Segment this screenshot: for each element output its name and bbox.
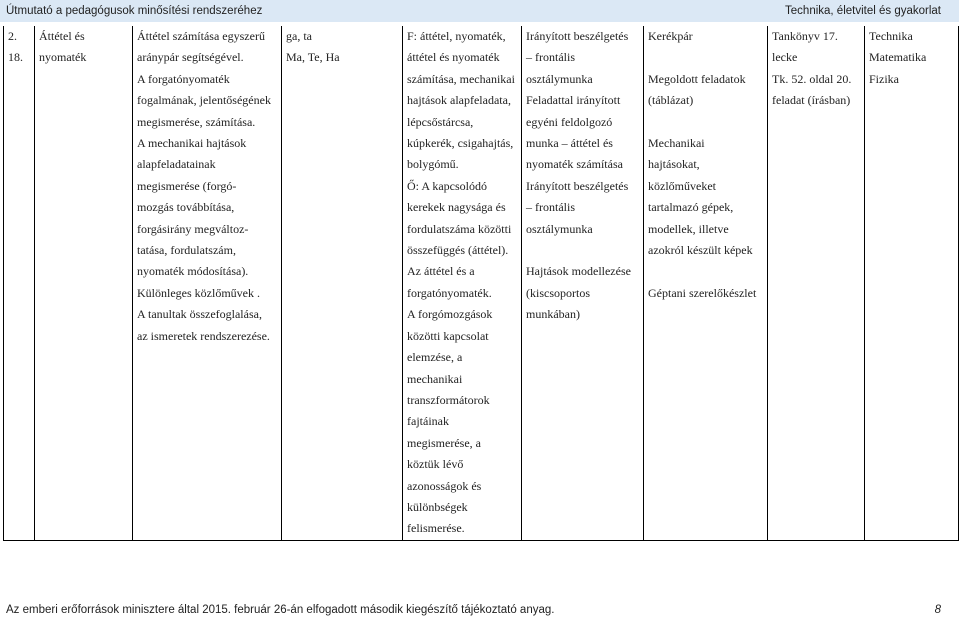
cell-number (4, 390, 35, 411)
table-row (4, 497, 959, 518)
cell-competencies (282, 304, 403, 325)
cell-competencies (282, 283, 403, 304)
cell-connections (865, 390, 959, 411)
cell-concepts: összefüggés (áttétel). (403, 240, 522, 261)
cell-connections (865, 197, 959, 218)
cell-task (768, 411, 865, 432)
table-row (4, 283, 959, 304)
cell-number: 18. (4, 47, 35, 68)
cell-content: aránypár segítségével. (133, 47, 282, 68)
cell-connections (865, 369, 959, 390)
table-row (4, 433, 959, 454)
cell-content: az ismeretek rendszerezése. (133, 326, 282, 347)
cell-connections (865, 219, 959, 240)
cell-topic (35, 476, 133, 497)
cell-concepts: áttétel és nyomaték (403, 47, 522, 68)
cell-number (4, 112, 35, 133)
cell-competencies (282, 176, 403, 197)
lesson-plan-table (3, 26, 959, 541)
table-row (4, 112, 959, 133)
table-row (4, 411, 959, 432)
cell-competencies (282, 390, 403, 411)
cell-content: A tanultak összefoglalása, (133, 304, 282, 325)
cell-competencies (282, 261, 403, 282)
cell-content: megismerése, számítása. (133, 112, 282, 133)
cell-concepts: fajtáinak (403, 411, 522, 432)
cell-connections (865, 326, 959, 347)
cell-content: fogalmának, jelentőségének (133, 90, 282, 111)
cell-number (4, 304, 35, 325)
cell-topic (35, 411, 133, 432)
cell-number (4, 433, 35, 454)
cell-number (4, 219, 35, 240)
cell-methods: osztálymunka (522, 69, 644, 90)
page-number: 8 (934, 604, 941, 616)
cell-connections: Technika (865, 26, 959, 47)
cell-concepts: azonosságok és (403, 476, 522, 497)
table-row (4, 390, 959, 411)
cell-tools (644, 261, 768, 282)
cell-competencies (282, 433, 403, 454)
cell-tools: modellek, illetve (644, 219, 768, 240)
cell-number (4, 476, 35, 497)
cell-methods (522, 518, 644, 540)
cell-competencies (282, 454, 403, 475)
cell-content (133, 411, 282, 432)
cell-tools (644, 476, 768, 497)
table-row (4, 261, 959, 282)
cell-content: alapfeladatainak (133, 154, 282, 175)
cell-topic (35, 518, 133, 540)
cell-topic (35, 112, 133, 133)
cell-number (4, 283, 35, 304)
table-row (4, 454, 959, 475)
cell-number (4, 411, 35, 432)
cell-connections (865, 476, 959, 497)
cell-number (4, 154, 35, 175)
cell-topic: Áttétel és (35, 26, 133, 47)
table-row (4, 90, 959, 111)
cell-number (4, 261, 35, 282)
cell-task: Tankönyv 17. (768, 26, 865, 47)
table-row (4, 369, 959, 390)
cell-tools (644, 390, 768, 411)
cell-tools (644, 518, 768, 540)
header-subject: Technika, életvitel és gyakorlat (785, 5, 941, 17)
table-row (4, 326, 959, 347)
cell-task (768, 197, 865, 218)
cell-content: Különleges közlőművek . (133, 283, 282, 304)
cell-task (768, 240, 865, 261)
cell-task (768, 454, 865, 475)
cell-task (768, 476, 865, 497)
cell-concepts: forgatónyomaték. (403, 283, 522, 304)
cell-content (133, 347, 282, 368)
cell-task (768, 261, 865, 282)
cell-concepts: köztük lévő (403, 454, 522, 475)
cell-number (4, 240, 35, 261)
cell-methods (522, 390, 644, 411)
cell-tools (644, 411, 768, 432)
cell-content: forgásirány megváltoz- (133, 219, 282, 240)
cell-topic (35, 154, 133, 175)
cell-connections (865, 411, 959, 432)
cell-number (4, 133, 35, 154)
cell-number (4, 176, 35, 197)
cell-methods: munka – áttétel és (522, 133, 644, 154)
cell-concepts: Az áttétel és a (403, 261, 522, 282)
cell-connections (865, 240, 959, 261)
cell-methods: Feladattal irányított (522, 90, 644, 111)
cell-task (768, 283, 865, 304)
cell-task (768, 176, 865, 197)
cell-connections: Matematika (865, 47, 959, 68)
table-row (4, 240, 959, 261)
cell-topic (35, 347, 133, 368)
cell-task (768, 304, 865, 325)
cell-concepts: transzformátorok (403, 390, 522, 411)
cell-tools: hajtásokat, (644, 154, 768, 175)
cell-number (4, 497, 35, 518)
cell-number (4, 454, 35, 475)
table-row (4, 197, 959, 218)
cell-concepts: mechanikai (403, 369, 522, 390)
cell-competencies (282, 518, 403, 540)
cell-number (4, 69, 35, 90)
table-row (4, 133, 959, 154)
cell-connections (865, 133, 959, 154)
cell-number (4, 326, 35, 347)
cell-content (133, 390, 282, 411)
cell-tools (644, 369, 768, 390)
cell-competencies (282, 154, 403, 175)
cell-content: A mechanikai hajtások (133, 133, 282, 154)
cell-methods (522, 240, 644, 261)
cell-number (4, 347, 35, 368)
cell-connections (865, 261, 959, 282)
cell-content: Áttétel számítása egyszerű (133, 26, 282, 47)
cell-competencies (282, 476, 403, 497)
cell-methods: – frontális (522, 197, 644, 218)
cell-methods: munkában) (522, 304, 644, 325)
cell-concepts: közötti kapcsolat (403, 326, 522, 347)
cell-content: A forgatónyomaték (133, 69, 282, 90)
cell-topic (35, 176, 133, 197)
cell-methods: egyéni feldolgozó (522, 112, 644, 133)
cell-topic (35, 454, 133, 475)
cell-connections (865, 283, 959, 304)
cell-content (133, 497, 282, 518)
cell-methods (522, 326, 644, 347)
cell-task (768, 133, 865, 154)
cell-connections (865, 154, 959, 175)
cell-competencies (282, 347, 403, 368)
cell-connections (865, 347, 959, 368)
cell-task: lecke (768, 47, 865, 68)
cell-methods: (kiscsoportos (522, 283, 644, 304)
cell-methods (522, 497, 644, 518)
cell-content (133, 476, 282, 497)
cell-competencies (282, 133, 403, 154)
cell-competencies (282, 197, 403, 218)
cell-competencies (282, 112, 403, 133)
cell-methods (522, 347, 644, 368)
table-row (4, 347, 959, 368)
cell-content (133, 454, 282, 475)
table-row (4, 304, 959, 325)
cell-connections (865, 497, 959, 518)
cell-concepts: A forgómozgások (403, 304, 522, 325)
cell-task (768, 369, 865, 390)
cell-connections: Fizika (865, 69, 959, 90)
cell-methods: – frontális (522, 47, 644, 68)
footer-note: Az emberi erőforrások minisztere által 2015. február 26-án elfogadott második kiegészítő tájékoztató anyag. (6, 604, 555, 616)
cell-tools: azokról készült képek (644, 240, 768, 261)
cell-tools (644, 454, 768, 475)
cell-tools: Géptani szerelőkészlet (644, 283, 768, 304)
cell-methods: Irányított beszélgetés (522, 26, 644, 47)
cell-content: tatása, fordulatszám, (133, 240, 282, 261)
cell-tools: Megoldott feladatok (644, 69, 768, 90)
cell-connections (865, 304, 959, 325)
cell-number: 2. (4, 26, 35, 47)
cell-competencies (282, 240, 403, 261)
cell-concepts: különbségek (403, 497, 522, 518)
table-row (4, 176, 959, 197)
header-title: Útmutató a pedagógusok minősítési rendszeréhez (6, 5, 263, 17)
cell-concepts: kerekek nagysága és (403, 197, 522, 218)
cell-methods: Hajtások modellezése (522, 261, 644, 282)
page-footer (0, 604, 959, 619)
table-row (4, 219, 959, 240)
cell-competencies (282, 90, 403, 111)
cell-topic (35, 133, 133, 154)
page-header (0, 0, 959, 22)
cell-competencies (282, 326, 403, 347)
cell-competencies (282, 369, 403, 390)
cell-connections (865, 518, 959, 540)
cell-connections (865, 90, 959, 111)
cell-concepts: lépcsőstárcsa, (403, 112, 522, 133)
cell-content (133, 518, 282, 540)
cell-methods (522, 476, 644, 497)
cell-task: feladat (írásban) (768, 90, 865, 111)
cell-competencies: ga, ta (282, 26, 403, 47)
cell-methods: Irányított beszélgetés (522, 176, 644, 197)
cell-tools (644, 47, 768, 68)
cell-number (4, 90, 35, 111)
cell-topic (35, 197, 133, 218)
cell-concepts: elemzése, a (403, 347, 522, 368)
cell-task (768, 497, 865, 518)
cell-task (768, 390, 865, 411)
cell-connections (865, 112, 959, 133)
cell-topic (35, 283, 133, 304)
cell-topic (35, 261, 133, 282)
table-body (4, 26, 959, 540)
cell-concepts: számítása, mechanikai (403, 69, 522, 90)
cell-content: nyomaték módosítása). (133, 261, 282, 282)
cell-task: Tk. 52. oldal 20. (768, 69, 865, 90)
cell-tools: Mechanikai (644, 133, 768, 154)
cell-topic (35, 304, 133, 325)
cell-topic: nyomaték (35, 47, 133, 68)
cell-concepts: F: áttétel, nyomaték, (403, 26, 522, 47)
cell-topic (35, 90, 133, 111)
cell-tools (644, 326, 768, 347)
table-row (4, 518, 959, 540)
cell-task (768, 433, 865, 454)
cell-tools: (táblázat) (644, 90, 768, 111)
cell-task (768, 219, 865, 240)
cell-content (133, 433, 282, 454)
cell-content (133, 369, 282, 390)
cell-methods (522, 454, 644, 475)
cell-competencies (282, 69, 403, 90)
cell-concepts: hajtások alapfeladata, (403, 90, 522, 111)
cell-connections (865, 454, 959, 475)
cell-methods (522, 369, 644, 390)
cell-content: megismerése (forgó- (133, 176, 282, 197)
table-row (4, 69, 959, 90)
cell-methods (522, 433, 644, 454)
cell-topic (35, 497, 133, 518)
cell-concepts: Ő: A kapcsolódó (403, 176, 522, 197)
table-row (4, 476, 959, 497)
table-row (4, 47, 959, 68)
cell-concepts: bolygómű. (403, 154, 522, 175)
cell-competencies (282, 411, 403, 432)
cell-tools: Kerékpár (644, 26, 768, 47)
table-row (4, 154, 959, 175)
cell-number (4, 197, 35, 218)
cell-methods: osztálymunka (522, 219, 644, 240)
cell-task (768, 326, 865, 347)
cell-connections (865, 433, 959, 454)
cell-topic (35, 240, 133, 261)
cell-tools: közlőműveket (644, 176, 768, 197)
cell-tools (644, 347, 768, 368)
cell-competencies (282, 219, 403, 240)
cell-topic (35, 433, 133, 454)
cell-concepts: megismerése, a (403, 433, 522, 454)
cell-concepts: felismerése. (403, 518, 522, 540)
cell-tools (644, 497, 768, 518)
cell-concepts: kúpkerék, csigahajtás, (403, 133, 522, 154)
cell-number (4, 369, 35, 390)
cell-competencies (282, 497, 403, 518)
cell-topic (35, 326, 133, 347)
cell-topic (35, 69, 133, 90)
cell-task (768, 518, 865, 540)
cell-topic (35, 390, 133, 411)
cell-topic (35, 219, 133, 240)
cell-competencies: Ma, Te, Ha (282, 47, 403, 68)
cell-tools (644, 112, 768, 133)
cell-tools: tartalmazó gépek, (644, 197, 768, 218)
cell-topic (35, 369, 133, 390)
cell-concepts: fordulatszáma közötti (403, 219, 522, 240)
cell-number (4, 518, 35, 540)
cell-task (768, 154, 865, 175)
cell-tools (644, 433, 768, 454)
cell-tools (644, 304, 768, 325)
cell-task (768, 347, 865, 368)
table-row (4, 26, 959, 47)
cell-methods (522, 411, 644, 432)
cell-task (768, 112, 865, 133)
cell-connections (865, 176, 959, 197)
cell-methods: nyomaték számítása (522, 154, 644, 175)
cell-content: mozgás továbbítása, (133, 197, 282, 218)
